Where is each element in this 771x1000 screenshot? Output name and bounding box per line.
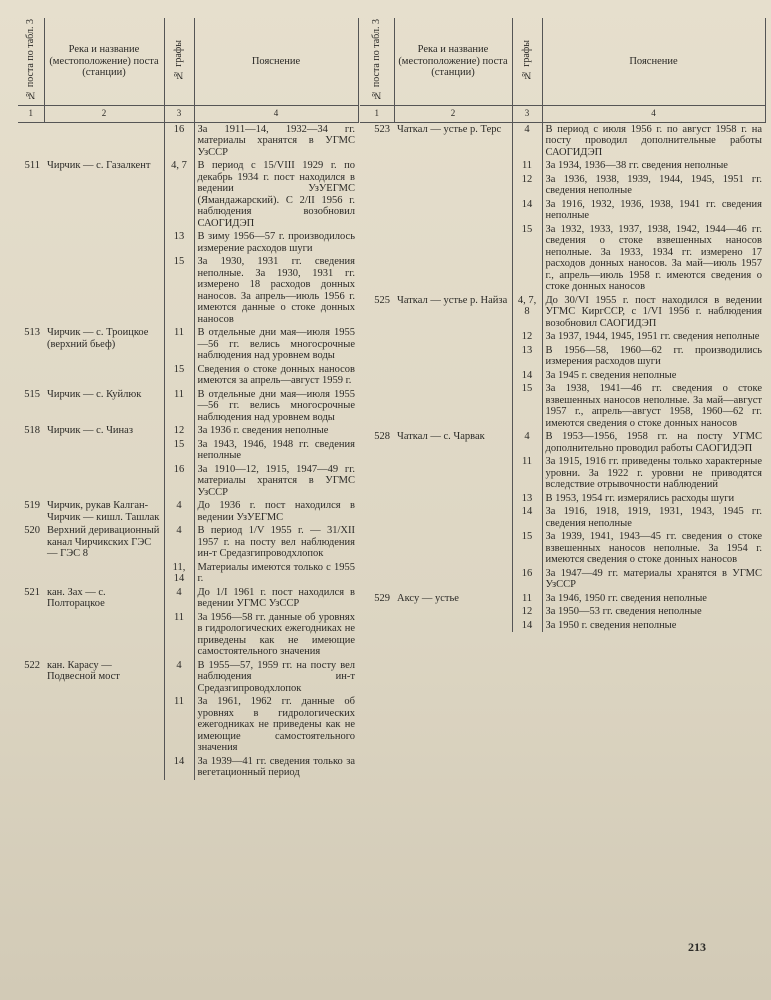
table-row	[18, 561, 358, 586]
explanation-text: За 1934, 1936—38 гг. сведения неполные	[545, 160, 728, 172]
explanation-text: В период 1/V 1955 г. — 31/XII 1957 г. на посту вел наблюдения ин-т Средазгипроводхлопок	[197, 525, 355, 560]
explanation-text: В период с 15/VIII 1929 г. по декабрь 1934 г. пост находился в ведении УзУЕГМС (Ямандажарский). С 2/II 1956 г. наблюдения возобновил САОГИДЭП	[197, 160, 355, 229]
right-table-body	[360, 122, 765, 632]
table-row	[360, 159, 765, 173]
left-table-body	[18, 122, 358, 780]
explanation-text: За 1911—14, 1932—34 гг. материалы хранятся в УГМС УзССР	[197, 123, 355, 158]
table-row	[18, 122, 358, 159]
header-graph-no: № графы	[164, 18, 194, 106]
graph-number: 12	[512, 330, 542, 344]
right-table-container	[360, 18, 765, 632]
header-explanation: Пояснение	[194, 18, 358, 106]
post-number: 521	[24, 586, 40, 598]
explanation-text: Материалы имеются только с 1955 г.	[197, 561, 355, 585]
river-station-name	[394, 223, 512, 294]
graph-number: 11	[512, 455, 542, 492]
explanation-text: За 1961, 1962 гг. данные об уровнях в гидрологических ежегодниках не приведены как не имеющие самостоятельного значения	[197, 696, 355, 754]
table-row	[360, 198, 765, 223]
post-number	[18, 363, 44, 388]
river-station-name	[394, 455, 512, 492]
river-station-name	[44, 255, 164, 326]
graph-number: 16	[164, 463, 194, 500]
graph-number: 16	[512, 567, 542, 592]
explanation-text: За 1936, 1938, 1939, 1944, 1945, 1951 гг. сведения неполные	[545, 173, 762, 197]
graph-number: 15	[164, 255, 194, 326]
river-station-name	[44, 695, 164, 755]
river-station-name	[44, 755, 164, 780]
explanation-text: В период с июля 1956 г. по август 1958 г. на посту проводил дополнительные работы САОГИДЭП	[545, 123, 762, 158]
post-number	[18, 438, 44, 463]
post-number	[360, 223, 394, 294]
graph-number: 15	[512, 530, 542, 567]
left-table	[18, 18, 359, 780]
post-number: 511	[24, 160, 40, 172]
graph-number: 15	[512, 382, 542, 430]
post-number: 519	[24, 500, 40, 512]
post-number	[360, 619, 394, 633]
explanation-text: За 1956—58 гг. данные об уровнях в гидрологических ежегодниках не приведены как не имеющие самостоятельного значения	[197, 611, 355, 658]
post-number	[360, 330, 394, 344]
graph-number: 14	[512, 369, 542, 383]
table-row	[360, 430, 765, 455]
river-station-name: Чирчик — с. Троицкое (верхний бьеф)	[47, 327, 149, 350]
table-row	[18, 695, 358, 755]
river-station-name: кан. Зах — с. Полторацкое	[47, 586, 106, 610]
graph-number: 4	[164, 524, 194, 561]
graph-number: 13	[512, 344, 542, 369]
river-station-name	[394, 567, 512, 592]
explanation-text: За 1936 г. сведения неполные	[197, 425, 329, 437]
graph-number: 11	[164, 695, 194, 755]
river-station-name: кан. Карасу — Подвесной мост	[47, 659, 120, 683]
post-number: 522	[24, 659, 40, 671]
post-number	[360, 455, 394, 492]
explanation-text: В 1956—58, 1960—62 гг. производились измерения расходов шуги	[545, 344, 762, 368]
explanation-text: За 1930, 1931 гг. сведения неполные. За 1930, 1931 гг. измерено 18 расходов донных наносов. За апрель—июль 1956 г. имеются данные о стоке донных наносов	[197, 256, 355, 325]
graph-number: 4	[164, 499, 194, 524]
table-row	[360, 294, 765, 331]
table-row	[360, 455, 765, 492]
explanation-text: За 1915, 1916 гг. приведены только характерные уровни. За 1922 г. уровни не приводятся вследствие отрывочности наблюдений	[545, 456, 762, 491]
river-station-name	[44, 438, 164, 463]
table-row	[18, 363, 358, 388]
colnum-4: 4	[194, 106, 358, 123]
explanation-text: В 1955—57, 1959 гг. на посту вел наблюдения ин-т Средазгипроводхлопок	[197, 659, 355, 694]
post-number	[18, 695, 44, 755]
table-row	[360, 492, 765, 506]
post-number	[360, 198, 394, 223]
explanation-text: За 1938, 1941—46 гг. сведения о стоке взвешенных наносов неполные. За май—август 1957 г., апрель—август 1958, 1960—62 гг. имеются сведения о стоке донных наносов	[545, 383, 762, 429]
river-station-name	[394, 159, 512, 173]
table-row	[360, 223, 765, 294]
post-number: 513	[24, 327, 40, 339]
graph-number: 11	[512, 159, 542, 173]
post-number	[360, 344, 394, 369]
post-number: 525	[374, 294, 390, 306]
graph-number: 11	[164, 611, 194, 659]
right-table	[360, 18, 766, 632]
post-number: 528	[374, 431, 390, 443]
river-station-name	[394, 530, 512, 567]
river-station-name	[394, 198, 512, 223]
post-number	[360, 369, 394, 383]
post-number: 518	[24, 425, 40, 437]
graph-number: 13	[512, 492, 542, 506]
header-river: Река и название (местоположение) поста (станции)	[394, 18, 512, 106]
table-row	[18, 611, 358, 659]
table-row	[18, 586, 358, 611]
river-station-name	[394, 330, 512, 344]
graph-number: 11, 14	[164, 561, 194, 586]
table-row	[360, 330, 765, 344]
explanation-text: За 1932, 1933, 1937, 1938, 1942, 1944—46 гг. сведения о стоке взвешенных наносов неполные. За 1933, 1934 гг. измерено 17 расходов донных наносов. За май—июль 1957 г., апрель—июль 1958 г. имеются сведения о стоке донных наносов	[545, 223, 762, 293]
post-number	[360, 173, 394, 198]
river-station-name: Аксу — устье	[397, 592, 459, 604]
graph-number: 4	[512, 430, 542, 455]
graph-number: 14	[164, 755, 194, 780]
post-number	[18, 122, 44, 159]
table-row	[18, 159, 358, 230]
graph-number: 12	[164, 424, 194, 438]
table-row	[360, 173, 765, 198]
river-station-name	[394, 619, 512, 633]
river-station-name: Чаткал — с. Чарвак	[397, 431, 485, 443]
graph-number: 4, 7, 8	[512, 294, 542, 331]
colnum-2: 2	[44, 106, 164, 123]
graph-number: 11	[512, 592, 542, 606]
post-number	[360, 159, 394, 173]
graph-number: 4	[164, 586, 194, 611]
river-station-name: Чаткал — устье р. Найза	[397, 294, 508, 306]
river-station-name: Чирчик — с. Чиназ	[47, 425, 133, 437]
post-number: 523	[374, 123, 390, 135]
graph-number: 4, 7	[164, 159, 194, 230]
graph-number: 11	[164, 388, 194, 425]
colnum-3: 3	[164, 106, 194, 123]
river-station-name	[44, 463, 164, 500]
post-number	[18, 611, 44, 659]
post-number	[360, 530, 394, 567]
river-station-name	[394, 382, 512, 430]
post-number	[360, 382, 394, 430]
graph-number: 16	[164, 122, 194, 159]
explanation-text: За 1950—53 гг. сведения неполные	[545, 606, 702, 618]
graph-number: 13	[164, 230, 194, 255]
colnum-1: 1	[18, 106, 44, 123]
river-station-name	[44, 561, 164, 586]
header-explanation: Пояснение	[542, 18, 765, 106]
table-row	[18, 659, 358, 696]
river-station-name	[44, 611, 164, 659]
explanation-text: За 1916, 1918, 1919, 1931, 1943, 1945 гг. сведения неполные	[545, 506, 762, 529]
table-row	[360, 605, 765, 619]
table-row	[360, 122, 765, 159]
table-row	[360, 567, 765, 592]
left-table-container	[18, 18, 358, 780]
table-row	[360, 619, 765, 633]
graph-number: 15	[164, 363, 194, 388]
table-row	[18, 326, 358, 363]
post-number	[18, 463, 44, 500]
colnum-2: 2	[394, 106, 512, 123]
river-station-name	[44, 230, 164, 255]
graph-number: 15	[164, 438, 194, 463]
graph-number: 14	[512, 505, 542, 530]
graph-number: 12	[512, 605, 542, 619]
explanation-text: В зиму 1956—57 г. производилось измерение расходов шуги	[197, 231, 355, 254]
post-number	[360, 605, 394, 619]
table-row	[360, 382, 765, 430]
table-row	[18, 255, 358, 326]
explanation-text: За 1950 г. сведения неполные	[545, 619, 677, 631]
post-number	[360, 505, 394, 530]
explanation-text: За 1910—12, 1915, 1947—49 гг. материалы хранятся в УГМС УзССР	[197, 463, 355, 498]
river-station-name: Верхний деривационный канал Чирчикских ГЭС — ГЭС 8	[47, 525, 160, 560]
explanation-text: До 30/VI 1955 г. пост находился в ведении УГМС КиргССР, с 1/VI 1956 г. наблюдения возобновил САОГИДЭП	[545, 294, 762, 329]
explanation-text: До 1/I 1961 г. пост находился в ведении УГМС УзССР	[197, 586, 355, 610]
explanation-text: За 1947—49 гг. материалы хранятся в УГМС УзССР	[545, 567, 762, 591]
post-number: 520	[24, 525, 40, 537]
table-row	[18, 388, 358, 425]
post-number	[18, 755, 44, 780]
river-station-name	[394, 369, 512, 383]
header-river: Река и название (местоположение) поста (станции)	[44, 18, 164, 106]
graph-number: 4	[512, 122, 542, 159]
explanation-text: В отдельные дни мая—июля 1955—56 гг. велись многосрочные наблюдения над уровнем воды	[197, 388, 355, 423]
post-number: 515	[24, 388, 40, 400]
river-station-name	[394, 505, 512, 530]
explanation-text: Сведения о стоке донных наносов имеются за апрель—август 1959 г.	[197, 363, 355, 387]
header-post-no: № поста по табл. 3	[360, 18, 394, 106]
table-row	[18, 438, 358, 463]
river-station-name: Чирчик — с. Куйлюк	[47, 388, 142, 400]
table-row	[18, 755, 358, 780]
river-station-name	[394, 492, 512, 506]
explanation-text: За 1943, 1946, 1948 гг. сведения неполные	[197, 438, 355, 462]
table-row	[360, 505, 765, 530]
header-graph-no: № графы	[512, 18, 542, 106]
table-row	[360, 344, 765, 369]
graph-number: 15	[512, 223, 542, 294]
post-number	[18, 255, 44, 326]
graph-number: 12	[512, 173, 542, 198]
explanation-text: В 1953, 1954 гг. измерялись расходы шуги	[545, 492, 735, 504]
explanation-text: За 1939, 1941, 1943—45 гг. сведения о стоке взвешенных наносов неполные. За 1954 г. имеются сведения о стоке донных наносов	[545, 531, 762, 566]
graph-number: 11	[164, 326, 194, 363]
table-row	[18, 499, 358, 524]
river-station-name	[394, 344, 512, 369]
colnum-1: 1	[360, 106, 394, 123]
graph-number: 4	[164, 659, 194, 696]
table-row	[18, 424, 358, 438]
page-number: 213	[688, 940, 706, 954]
post-number	[18, 561, 44, 586]
explanation-text: В отдельные дни мая—июля 1955—56 гг. велись многосрочные наблюдения над уровнем воды	[197, 327, 355, 362]
graph-number: 14	[512, 198, 542, 223]
river-station-name: Чирчик, рукав Калган-Чирчик — кишл. Ташлак	[47, 500, 160, 523]
river-station-name	[394, 173, 512, 198]
explanation-text: В 1953—1956, 1958 гг. на посту УГМС дополнительно проводил работы САОГИДЭП	[545, 431, 762, 454]
table-row	[18, 524, 358, 561]
table-row	[18, 230, 358, 255]
river-station-name	[394, 605, 512, 619]
river-station-name	[44, 363, 164, 388]
header-post-no: № поста по табл. 3	[18, 18, 44, 106]
table-row	[18, 463, 358, 500]
river-station-name: Чаткал — устье р. Терс	[397, 123, 502, 135]
colnum-3: 3	[512, 106, 542, 123]
post-number	[360, 492, 394, 506]
explanation-text: За 1945 г. сведения неполные	[545, 369, 677, 381]
post-number: 529	[374, 592, 390, 604]
table-row	[360, 530, 765, 567]
explanation-text: За 1946, 1950 гг. сведения неполные	[545, 592, 707, 604]
table-row	[360, 592, 765, 606]
river-station-name	[44, 122, 164, 159]
explanation-text: До 1936 г. пост находился в ведении УзУЕГМС	[197, 500, 355, 523]
explanation-text: За 1939—41 гг. сведения только за вегетационный период	[197, 755, 355, 779]
river-station-name: Чирчик — с. Газалкент	[47, 160, 151, 172]
table-row	[360, 369, 765, 383]
colnum-4: 4	[542, 106, 765, 123]
explanation-text: За 1916, 1932, 1936, 1938, 1941 гг. сведения неполные	[545, 198, 762, 222]
graph-number: 14	[512, 619, 542, 633]
post-number	[360, 567, 394, 592]
explanation-text: За 1937, 1944, 1945, 1951 гг. сведения неполные	[545, 331, 760, 343]
post-number	[18, 230, 44, 255]
